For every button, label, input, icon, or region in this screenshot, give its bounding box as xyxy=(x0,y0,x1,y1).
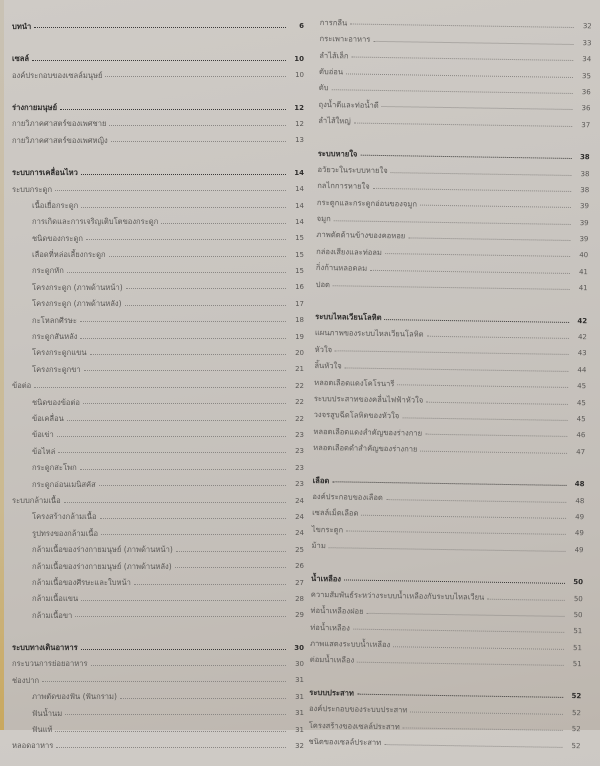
dot-leader xyxy=(109,256,286,257)
toc-entry-label: โครงกระดูกขา xyxy=(32,364,81,374)
toc-entry-page-number: 51 xyxy=(573,627,583,636)
toc-entry[interactable] xyxy=(12,341,304,357)
toc-entry[interactable] xyxy=(12,210,304,226)
toc-entry-page-number: 42 xyxy=(577,333,587,342)
toc-entry-page-number: 26 xyxy=(295,562,304,571)
toc-entry-label: ข้อต่อ xyxy=(12,381,32,391)
toc-entry[interactable] xyxy=(312,533,584,554)
dot-leader xyxy=(75,616,286,617)
toc-entry-page-number: 42 xyxy=(577,316,588,325)
toc-section xyxy=(316,141,590,293)
toc-entry-page-number: 28 xyxy=(295,594,304,603)
toc-entry-label: โครงกระดูก (ภาพด้านหน้า) xyxy=(32,282,123,292)
toc-entry-label: กลไกการหายใจ xyxy=(317,181,370,192)
dot-leader xyxy=(83,403,286,404)
dot-leader xyxy=(80,321,286,322)
toc-entry-label: กล่องเสียงและท่อลม xyxy=(316,246,383,257)
toc-entry-label: ฟันน้ำนม xyxy=(32,708,63,718)
toc-entry-label: ภาพแสดงระบบน้ำเหลือง xyxy=(309,639,391,650)
toc-entry-label: ความสัมพันธ์ระหว่างระบบน้ำเหลืองกับระบบไหลเวียน xyxy=(310,589,485,602)
toc-entry-label: ช่องปาก xyxy=(12,675,40,685)
toc-entry-label: กล้ามเนื้อแขน xyxy=(32,594,79,604)
toc-entry[interactable] xyxy=(12,275,304,291)
toc-entry[interactable] xyxy=(12,423,304,439)
dot-leader xyxy=(357,662,564,666)
toc-entry[interactable] xyxy=(313,435,585,456)
toc-entry-page-number: 19 xyxy=(295,332,304,341)
toc-entry-label: หลอดเลือดดำสำคัญของร่างกาย xyxy=(313,443,418,454)
toc-entry-page-number: 45 xyxy=(577,382,587,391)
toc-entry[interactable] xyxy=(12,587,304,603)
toc-section xyxy=(310,566,584,669)
dot-leader xyxy=(99,485,286,486)
toc-section-heading[interactable] xyxy=(12,160,304,176)
dot-leader xyxy=(64,502,286,503)
toc-entry[interactable] xyxy=(12,439,304,455)
toc-entry-page-number: 38 xyxy=(579,153,590,162)
toc-entry-label: โครงสร้างกล้ามเนื้อ xyxy=(32,512,97,522)
dot-leader xyxy=(55,190,286,191)
toc-entry-label: องค์ประกอบของเลือด xyxy=(312,491,383,503)
toc-entry-label: ระบบทางเดินอาหาร xyxy=(12,643,78,653)
dot-leader xyxy=(176,551,286,552)
toc-entry-label: ร่างกายมนุษย์ xyxy=(12,102,58,112)
toc-entry[interactable] xyxy=(12,226,304,242)
toc-entry-label: กระบวนการย่อยอาหาร xyxy=(12,659,88,669)
toc-entry-page-number: 15 xyxy=(295,250,304,259)
dot-leader xyxy=(384,744,562,748)
toc-entry-page-number: 36 xyxy=(581,88,591,97)
toc-entry-label: กล้ามเนื้อของร่างกายมนุษย์ (ภาพด้านหน้า) xyxy=(32,545,173,555)
toc-entry[interactable] xyxy=(12,242,304,258)
toc-entry-page-number: 36 xyxy=(581,104,591,113)
toc-entry[interactable] xyxy=(12,291,304,307)
toc-entry[interactable] xyxy=(12,734,304,750)
toc-entry[interactable] xyxy=(12,554,304,570)
toc-entry-label: กระดูกสันหลัง xyxy=(32,332,78,342)
toc-entry-label: ลำไส้ใหญ่ xyxy=(318,116,351,126)
toc-entry-label: กายวิภาคศาสตร์ของเพศชาย xyxy=(12,119,107,129)
toc-section xyxy=(12,46,304,79)
dot-leader xyxy=(109,125,286,126)
dot-leader xyxy=(333,285,570,290)
toc-entry-page-number: 40 xyxy=(579,251,589,260)
toc-entry-page-number: 52 xyxy=(571,692,582,701)
toc-entry-label: น้ำเหลือง xyxy=(311,573,342,583)
toc-entry-label: หลอดเลือดแดงโคโรนารี xyxy=(314,377,395,388)
toc-entry-label: เลือด xyxy=(312,475,330,485)
toc-entry-label: โครงกระดูก (ภาพด้านหลัง) xyxy=(32,299,122,309)
toc-entry-label: ลำไส้เล็ก xyxy=(319,50,349,61)
toc-entry-page-number: 25 xyxy=(295,545,304,554)
dot-leader xyxy=(34,387,286,388)
toc-entry-label: ปอด xyxy=(315,279,331,289)
toc-entry-page-number: 38 xyxy=(580,169,590,178)
toc-entry-page-number: 30 xyxy=(295,660,304,669)
toc-entry-label: หัวใจ xyxy=(314,344,333,355)
toc-section-heading[interactable] xyxy=(12,95,304,111)
toc-entry-page-number: 49 xyxy=(574,529,584,538)
toc-entry-label: กิ่งก้านหลอดลม xyxy=(315,263,368,274)
toc-entry[interactable] xyxy=(12,652,304,668)
toc-entry-label: ท่อน้ำเหลือง xyxy=(310,622,350,633)
toc-entry-page-number: 39 xyxy=(579,235,589,244)
toc-entry-label: กายวิภาคศาสตร์ของเพศหญิง xyxy=(12,135,108,145)
toc-entry-label: ระบบกล้ามเนื้อ xyxy=(12,495,61,505)
dot-leader xyxy=(34,27,286,28)
toc-entry-page-number: 14 xyxy=(295,217,304,226)
toc-section xyxy=(12,14,304,30)
toc-entry-label: วงจรสูบฉีดโลหิตของหัวใจ xyxy=(313,410,400,421)
dot-leader xyxy=(67,420,286,421)
toc-entry[interactable] xyxy=(12,521,304,537)
toc-entry-label: แผนภาพของระบบไหลเวียนโลหิต xyxy=(314,328,424,340)
dot-leader xyxy=(90,354,286,355)
toc-entry-label: การกลืน xyxy=(319,17,348,28)
toc-entry-page-number: 34 xyxy=(582,55,592,64)
dot-leader xyxy=(55,731,286,732)
toc-entry-page-number: 43 xyxy=(577,349,587,358)
toc-entry-label: ระบบหายใจ xyxy=(317,148,358,159)
toc-entry-label: ชนิดของข้อต่อ xyxy=(32,397,80,407)
toc-entry[interactable] xyxy=(12,537,304,553)
toc-entry-page-number: 22 xyxy=(295,414,304,423)
toc-entry-label: ระบบการเคลื่อนไหว xyxy=(12,168,78,178)
toc-entry[interactable] xyxy=(12,63,304,79)
toc-entry-page-number: 39 xyxy=(579,202,590,211)
dot-leader xyxy=(125,305,286,306)
toc-entry[interactable] xyxy=(12,308,304,324)
toc-entry-page-number: 50 xyxy=(573,578,584,587)
dot-leader xyxy=(84,370,286,371)
toc-entry-page-number: 50 xyxy=(573,594,583,603)
toc-entry-page-number: 46 xyxy=(576,431,586,440)
toc-entry-label: โครงกระดูกแขน xyxy=(32,348,87,358)
toc-entry-page-number: 23 xyxy=(295,447,304,456)
toc-entry-label: ข้อเข่า xyxy=(32,430,54,440)
toc-entry-page-number: 14 xyxy=(295,201,304,210)
toc-section xyxy=(313,304,587,456)
toc-entry-label: องค์ประกอบของเซลล์มนุษย์ xyxy=(12,70,103,80)
toc-entry-page-number: 14 xyxy=(295,185,304,194)
toc-entry-label: กล้ามเนื้อของศีรษะและใบหน้า xyxy=(32,577,131,587)
toc-entry-page-number: 12 xyxy=(294,103,304,112)
toc-entry-label: ถุงน้ำดีและท่อน้ำดี xyxy=(318,99,379,110)
toc-entry-page-number: 50 xyxy=(573,610,583,620)
toc-entry-label: ท่อน้ำเหลืองฝอย xyxy=(310,606,364,617)
toc-entry-page-number: 24 xyxy=(295,496,304,505)
toc-entry-page-number: 52 xyxy=(571,741,581,750)
toc-entry-page-number: 31 xyxy=(295,709,304,718)
toc-entry[interactable] xyxy=(12,193,304,209)
toc-entry-page-number: 48 xyxy=(575,496,585,505)
dot-leader xyxy=(86,239,286,240)
toc-entry-page-number: 33 xyxy=(582,38,592,48)
dot-leader xyxy=(42,681,286,682)
toc-entry-page-number: 35 xyxy=(582,71,592,80)
toc-entry-page-number: 52 xyxy=(571,725,581,734)
toc-entry-label: จมูก xyxy=(316,214,331,224)
toc-entry-label: การเกิดและการเจริญเติบโตของกระดูก xyxy=(32,217,159,227)
toc-entry-label: ภาพตัดของฟัน (ฟันกราม) xyxy=(32,692,118,702)
toc-entry-page-number: 31 xyxy=(295,725,304,734)
toc-right-column xyxy=(308,10,592,766)
toc-entry-label: ชนิดของเซลล์ประสาท xyxy=(308,736,382,748)
dot-leader xyxy=(32,60,286,61)
toc-entry-page-number: 15 xyxy=(295,267,304,276)
toc-entry-page-number: 27 xyxy=(295,578,304,587)
dot-leader xyxy=(60,109,286,110)
toc-entry-page-number: 37 xyxy=(581,120,591,129)
toc-entry-label: ระบบประสาท xyxy=(309,687,355,698)
toc-entry-label: อวัยวะในระบบหายใจ xyxy=(317,164,388,176)
toc-entry-page-number: 52 xyxy=(572,708,582,718)
toc-entry-page-number: 39 xyxy=(579,218,589,227)
toc-entry-label: กระดูกสะโพก xyxy=(32,463,77,473)
toc-entry-page-number: 31 xyxy=(295,676,304,685)
toc-entry-page-number: 41 xyxy=(578,267,588,277)
toc-entry-page-number: 24 xyxy=(295,529,304,538)
toc-entry-label: ตับอ่อน xyxy=(318,66,344,77)
toc-entry-label: กล้ามเนื้อขา xyxy=(32,610,73,620)
toc-entry[interactable] xyxy=(12,112,304,128)
toc-entry-label: ระบบไหลเวียนโลหิต xyxy=(315,312,382,323)
toc-entry[interactable] xyxy=(12,177,304,193)
toc-section xyxy=(308,680,581,750)
toc-entry[interactable] xyxy=(318,108,590,129)
toc-entry-label: ระบบประสาทของคลื่นไฟฟ้าหัวใจ xyxy=(313,393,424,405)
toc-entry-page-number: 23 xyxy=(295,463,304,472)
toc-entry-label: กระดูกอ่อนเมนิสคัส xyxy=(32,479,96,489)
toc-entry-label: เนื้อเยื่อกระดูก xyxy=(32,200,79,210)
dot-leader xyxy=(111,141,286,142)
dot-leader xyxy=(81,600,286,601)
toc-entry-label: ไขกระดูก xyxy=(311,524,344,535)
toc-entry-page-number: 47 xyxy=(576,447,586,456)
toc-entry-page-number: 41 xyxy=(578,284,588,293)
dot-leader xyxy=(56,747,286,748)
toc-entry-page-number: 45 xyxy=(576,415,586,424)
toc-entry-label: บทนำ xyxy=(12,21,32,31)
dot-leader xyxy=(57,436,286,437)
toc-entry-label: กะโหลกศีรษะ xyxy=(32,315,77,325)
toc-entry-label: กล้ามเนื้อของร่างกายมนุษย์ (ภาพด้านหลัง) xyxy=(32,561,172,571)
dot-leader xyxy=(67,272,286,273)
dot-leader xyxy=(420,450,567,453)
toc-entry-page-number: 48 xyxy=(574,480,585,489)
toc-entry[interactable] xyxy=(12,390,304,406)
toc-entry-label: โครงสร้างของเซลล์ประสาท xyxy=(308,720,400,731)
toc-entry-label: ม้าม xyxy=(311,541,326,551)
toc-entry-label: เซลล์ xyxy=(12,54,30,64)
toc-section-heading[interactable] xyxy=(12,14,304,30)
toc-section-heading[interactable] xyxy=(12,635,304,651)
toc-entry-page-number: 45 xyxy=(576,398,586,407)
toc-entry[interactable] xyxy=(12,668,304,684)
toc-entry-label: เซลล์เม็ดเลือด xyxy=(312,508,359,519)
toc-entry-page-number: 51 xyxy=(573,643,583,652)
toc-entry-page-number: 44 xyxy=(577,365,587,375)
toc-entry-page-number: 22 xyxy=(295,398,304,407)
toc-entry-label: กระดูกและกระดูกอ่อนของจมูก xyxy=(316,197,418,209)
toc-entry[interactable] xyxy=(12,324,304,340)
toc-entry-label: ต่อมน้ำเหลือง xyxy=(309,655,355,666)
toc-entry[interactable] xyxy=(12,717,304,733)
toc-entry[interactable] xyxy=(308,729,580,750)
toc-entry-label: รูปทรงของกล้ามเนื้อ xyxy=(32,528,99,538)
toc-entry-page-number: 38 xyxy=(580,186,590,195)
toc-entry-page-number: 30 xyxy=(294,643,304,652)
toc-entry-page-number: 49 xyxy=(575,513,585,522)
dot-leader xyxy=(80,338,286,339)
toc-entry-page-number: 12 xyxy=(295,119,304,128)
toc-entry-label: หลอดเลือดแดงสำคัญของร่างกาย xyxy=(313,426,423,438)
toc-entry-page-number: 20 xyxy=(295,349,304,358)
dot-leader xyxy=(126,288,286,289)
toc-entry[interactable] xyxy=(12,472,304,488)
toc-entry[interactable] xyxy=(12,373,304,389)
toc-section xyxy=(12,95,304,144)
toc-entry-page-number: 13 xyxy=(295,136,304,145)
toc-entry[interactable] xyxy=(12,570,304,586)
toc-entry-page-number: 17 xyxy=(295,299,304,308)
toc-entry-page-number: 10 xyxy=(294,54,304,63)
toc-entry-label: ลิ้นหัวใจ xyxy=(314,361,342,371)
toc-entry[interactable] xyxy=(316,272,588,293)
toc-entry-page-number: 32 xyxy=(295,742,304,751)
dot-leader xyxy=(101,534,286,535)
toc-entry[interactable] xyxy=(12,488,304,504)
toc-entry-page-number: 29 xyxy=(295,611,304,620)
dot-leader xyxy=(100,518,287,519)
toc-entry[interactable] xyxy=(310,648,582,669)
dot-leader xyxy=(81,649,286,650)
dot-leader xyxy=(134,584,286,585)
toc-entry[interactable] xyxy=(12,406,304,422)
toc-entry-label: ข้อไหล่ xyxy=(32,446,56,456)
toc-entry[interactable] xyxy=(12,128,304,144)
toc-entry-page-number: 21 xyxy=(295,365,304,374)
toc-entry[interactable] xyxy=(12,701,304,717)
dot-leader xyxy=(81,174,286,175)
toc-entry-label: ฟันแท้ xyxy=(32,725,53,735)
dot-leader xyxy=(81,207,286,208)
toc-entry-page-number: 24 xyxy=(295,512,304,521)
toc-entry-page-number: 6 xyxy=(299,22,304,31)
toc-entry-page-number: 49 xyxy=(574,545,584,554)
toc-entry-page-number: 16 xyxy=(295,283,304,292)
dot-leader xyxy=(161,223,286,224)
toc-entry-label: หลอดอาหาร xyxy=(12,741,54,751)
dot-leader xyxy=(175,567,286,568)
dot-leader xyxy=(120,698,286,699)
toc-entry-page-number: 23 xyxy=(295,430,304,439)
toc-entry-label: กระดูกหัก xyxy=(32,266,64,276)
toc-entry-page-number: 32 xyxy=(582,22,592,31)
toc-left-column xyxy=(12,14,304,766)
toc-entry[interactable] xyxy=(12,684,304,700)
toc-entry-page-number: 15 xyxy=(295,234,304,243)
toc-entry-page-number: 10 xyxy=(295,71,304,80)
toc-entry-page-number: 22 xyxy=(295,381,304,390)
toc-entry-page-number: 51 xyxy=(572,660,582,669)
dot-leader xyxy=(487,598,565,600)
toc-section xyxy=(12,160,304,619)
toc-section xyxy=(312,468,585,554)
toc-entry[interactable] xyxy=(12,259,304,275)
toc-entry-label: ข้อเคลื่อน xyxy=(32,414,64,423)
page-edge xyxy=(0,0,4,730)
dot-leader xyxy=(58,452,286,453)
dot-leader xyxy=(91,665,286,666)
dot-leader xyxy=(65,714,286,715)
toc-entry-label: เลือดที่หล่อเลี้ยงกระดูก xyxy=(32,250,106,260)
dot-leader xyxy=(329,547,566,552)
toc-entry-label: กระเพาะอาหาร xyxy=(319,34,371,44)
toc-entry-page-number: 31 xyxy=(295,692,304,701)
toc-entry-label: ภาพตัดด้านข้างของคอหอย xyxy=(316,230,406,241)
toc-entry-page-number: 18 xyxy=(295,316,304,325)
dot-leader xyxy=(354,122,572,126)
toc-entry-page-number: 23 xyxy=(295,480,304,489)
toc-section xyxy=(318,10,592,129)
toc-section xyxy=(12,635,304,750)
toc-entry-page-number: 14 xyxy=(294,168,304,177)
toc-entry[interactable] xyxy=(12,603,304,619)
toc-entry[interactable] xyxy=(12,455,304,471)
toc-entry-label: ระบบกระดูก xyxy=(12,184,53,194)
toc-entry-label: องค์ประกอบของระบบประสาท xyxy=(308,704,408,715)
toc-entry[interactable] xyxy=(12,505,304,521)
toc-entry-label: ตับ xyxy=(318,83,329,93)
toc-section-heading[interactable] xyxy=(12,46,304,62)
toc-entry[interactable] xyxy=(12,357,304,373)
toc-entry-label: ชนิดของกระดูก xyxy=(32,233,84,243)
dot-leader xyxy=(105,76,286,77)
dot-leader xyxy=(80,469,286,470)
